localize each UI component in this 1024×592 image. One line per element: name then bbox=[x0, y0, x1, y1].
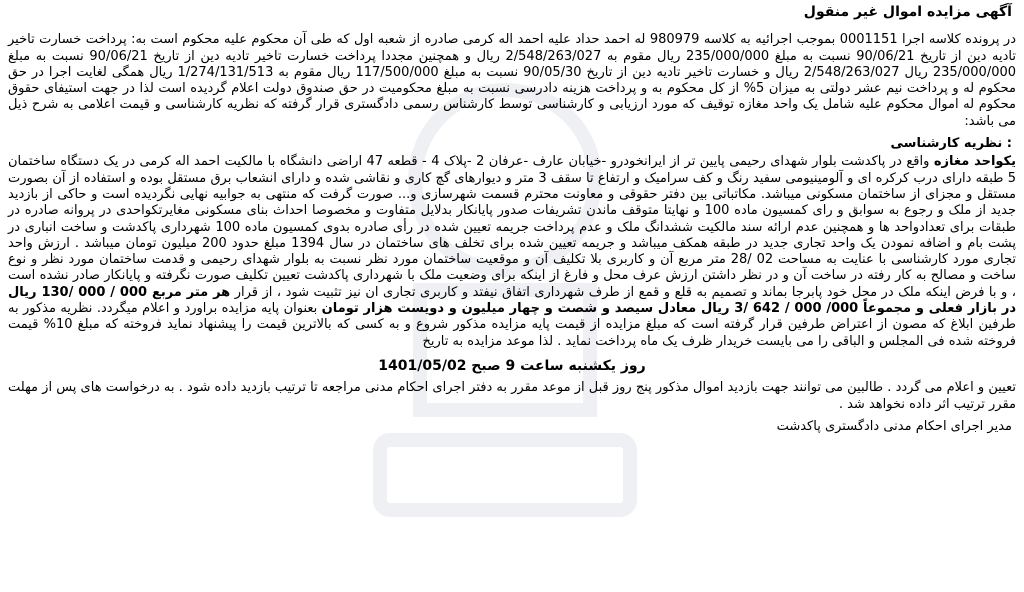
signature-line: مدیر اجرای احکام مدنی دادگستری پاکدشت bbox=[776, 418, 1012, 434]
expert-opinion-paragraph bbox=[8, 154, 1016, 350]
expert-text-2: بعنوان پایه مزایده براورد و اعلام میگردد. نظریه مذکور به طرفین ابلاغ که مصون از اعتراض طرفین قرار گرفته است که مبلغ مزایده از قیمت پایه مزایده مذکور شروع و به کسی که بالاترین قیمت را پیشنهاد نماید فروخته که مبلغ 10% قیمت فروخته شده فی المجلس و الباقی را می بایست خریدار ظرف یک ماه پرداخت نماید . لذا موعد مزایده به تاریخ bbox=[8, 301, 1016, 349]
auction-date: روز یکشنبه ساعت 9 صبح 1401/05/02 bbox=[378, 357, 646, 374]
notice-title: آگهی مزایده اموال غیر منقول bbox=[803, 4, 1012, 20]
price-statement: هر متر مربع 000 / 000 /130 ریال در بازار فعلی و مجموعاً 000/ 000 / 642 /3 ریال معادل سیصد و شصت و چهار میلیون و دویست هزار تومان bbox=[8, 284, 1017, 317]
intro-paragraph: در پرونده کلاسه اجرا 0001151 بموجب اجرائیه به کلاسه 980979 له احمد حداد علیه احمد اله کرمی صادره از شعبه اول که طی آن محکوم علیه محکوم است به: پرداخت خسارت تاخیر تادیه دین از تاریخ 90/06/21 نسبت به مبلغ 235/000/000 ریال مقوم به 2/548/263/027 ریال و همچنین مجددا پرداخت خسارت تاخیر تادیه دین از تاریخ 90/06/21 نسبت به مبلغ 235/000/000 ریال 2/548/263/027 ریال و خسارت تاخیر تادیه دین از تاریخ 90/05/30 نسبت به مبلغ 117/500/000 ریال مقوم به 1/274/131/513 ریال همگی لغایت اجرا در حق محکوم له و پرداخت نیم عشر دولتی به میزان 5% از کل محکوم به و پرداخت هزینه دادرسی نسبت به مبلغ محکومیت در حق صندوق دولت اعلام گردیده است لذا در جهت استیفای حقوق محکوم له اموال محکوم علیه شامل یک واحد مغازه توقیف که مورد ارزیابی و کارشناسی توسط کارشناس رسمی دادگستری قرار گرفته که نظریه کارشناسی و قیمت اعلامی به شرح ذیل می باشد: bbox=[8, 32, 1017, 129]
expert-text-1: واقع در پاکدشت بلوار شهدای رحیمی پایین تر از ایرانخودرو -خیابان عارف -عرفان 2 -پلاک 4 - قطعه 47 اراضی دانشگاه با مالکیت احمد اله کرمی در یک دستگاه ساختمان 5 طبقه دارای درب کرکره ای و آلومینیومی سفید رنگ و کف سرامیک و ارتفاع تا سقف 3 متر و دیوارهای گچ کاری و نقاشی شده و دارای انشعاب برق مستقل بوده و استفاده از آن بصورت مستقل و مجزای از ساختمان مسکونی میباشد. مکاتباتی بین دفتر حقوقی و معاونت محترم قسمت شهرسازی و... صورت گرفت که منتهی به جوابیه نهایی نگردیده است و حاکی از بازدید جدید از ملک و رجوع به سوابق و رای کمسیون ماده 100 و نهایتا متوقف ماندن تشریفات صدور پایانکار بدلایل متفاوت و مخصوصا احداث بنای مسکونی مغایرتکواحدی در پروانه صادره در طبقات برای تعدادواحد ها و همچنین عدم ارائه سند مالکیت ششدانگ ملک و عدم پرداخت جریمه تعیین شده در رأی صادره بدوی کمسیون ماده 100 شهرداری پاکدشت و ساخت انباری در پشت بام و اضافه نمودن یک واحد تجاری جدید در طبقه همکف میباشد و جریمه تعیین شده برای تخلف های ساختمان در سال 1394 مبلغ حدود 200 میلیون تومان میباشد . ارزش واحد تجاری مورد کارشناسی با عنایت به مساحت 02 /28 متر مربع آن و کاربری بلا تکلیف آن و موقعیت ساختمان مورد نظر نسبت به بلوار شهدای رحیمی و قدمت ساختمان مورد نظر و نوع ساخت و مصالح به کار رفته در ساخت آن و در نظر داشتن ارزش عرف محل و فارغ از اینکه برای وضعیت ملک با شهرداری پاکدشت تعیین تکلیف صورت نگرفته و پایانکار صادر نشده است ، و با فرض اینکه ملک در محل خود پابرجا بماند و تصمیم به قلع و قمع از طرف شهرداری اتفاق نیفتد و کاربری تجاری ان نیز تثبیت شود ، از قرار bbox=[8, 154, 1017, 300]
expert-lead: یکواحد مغازه bbox=[933, 154, 1016, 170]
expert-opinion-heading: : نظریه کارشناسی bbox=[890, 136, 1012, 152]
auction-notice-document bbox=[8, 4, 1016, 588]
closing-paragraph: تعیین و اعلام می گردد . طالبین می توانند جهت بازدید اموال مذکور پنج روز قبل از موعد مقرر به دفتر اجرای احکام مدنی مراجعه تا ترتیب بازدید داده شود . به درخواست های پس از مهلت مقرر ترتیب اثر داده نخواهد شد . bbox=[8, 380, 1016, 412]
